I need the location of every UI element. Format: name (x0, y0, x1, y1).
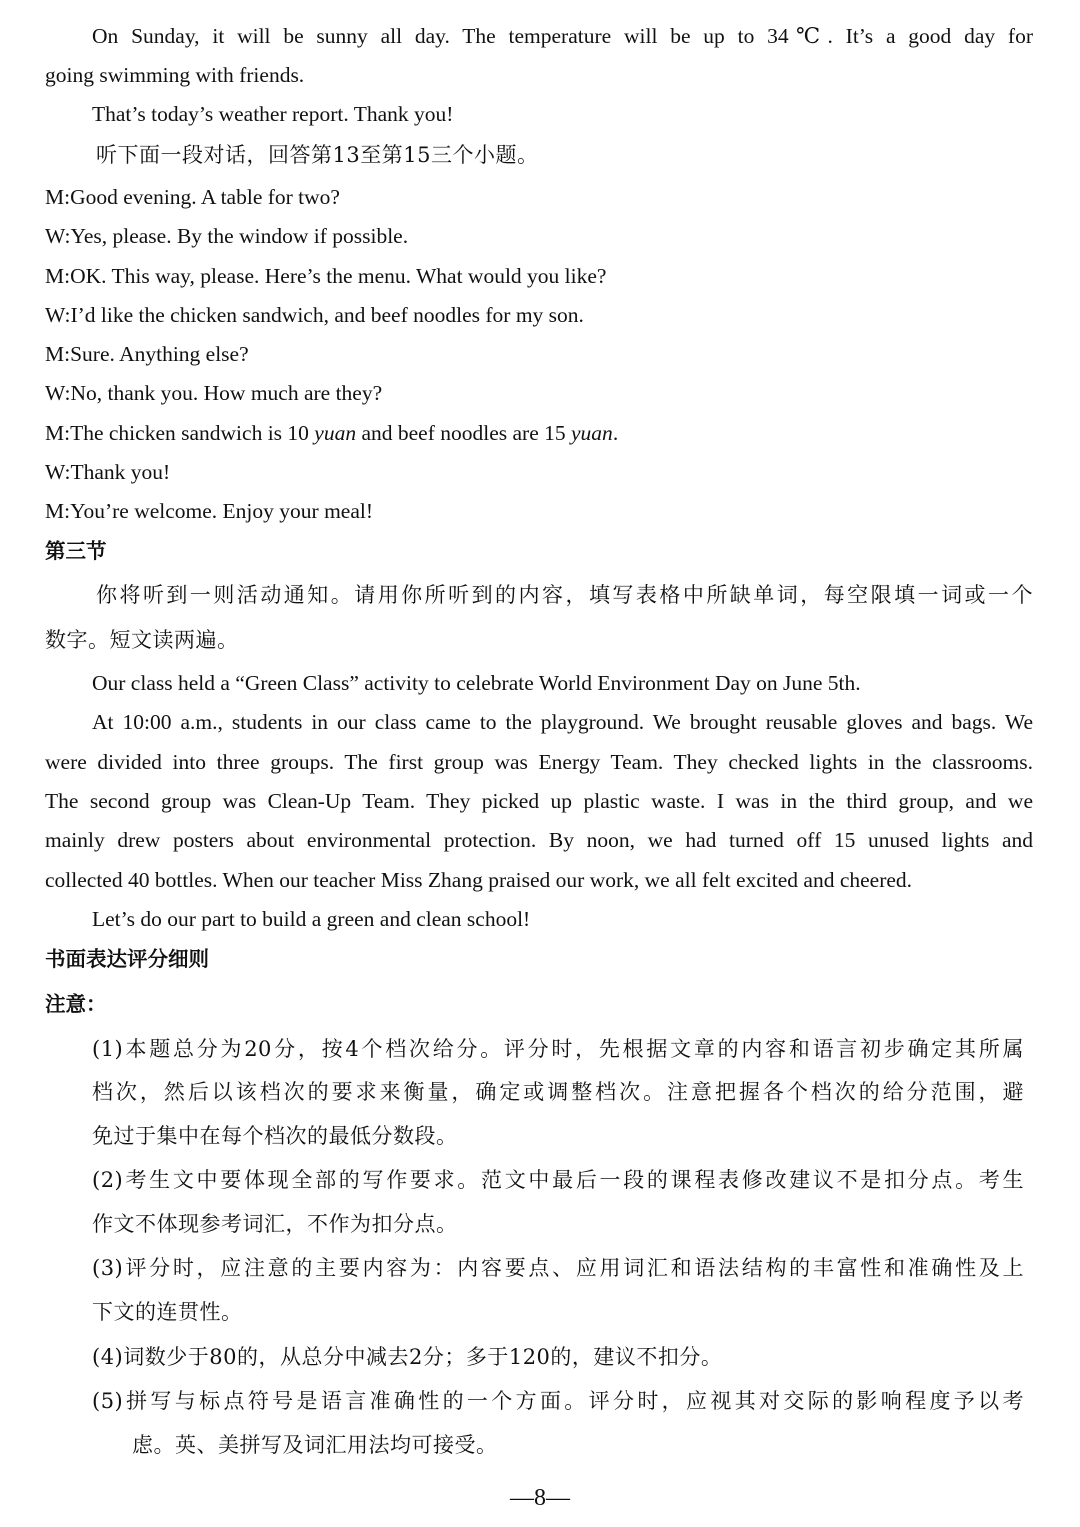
scoring-note-line: (4)词数少于80的，从总分中减去2分；多于120的，建议不扣分。 (92, 1345, 723, 1369)
scoring-note-line: 虑。英、美拼写及词汇用法均可接受。 (132, 1433, 498, 1457)
price-text-2: and beef noodles are 15 (356, 421, 572, 445)
dialogue-line: M:Sure. Anything else? (45, 342, 249, 366)
scoring-note-label: 注意： (45, 992, 107, 1016)
section-3-instruction-2: 数字。短文读两遍。 (45, 628, 239, 652)
dialogue-line: W:Yes, please. By the window if possible. (45, 224, 409, 248)
weather-line-2: going swimming with friends. (45, 63, 305, 87)
dialogue-line: W:I’d like the chicken sandwich, and beef noodles for my son. (45, 303, 584, 327)
dialogue-line: M:OK. This way, please. Here’s the menu. What would you like? (45, 264, 607, 288)
scoring-note-line: (2)考生文中要体现全部的写作要求。范文中最后一段的课程表修改建议不是扣分点。考生 (92, 1168, 1024, 1192)
weather-line-1: On Sunday, it will be sunny all day. The temperature will be up to 34℃. It’s a good day for (92, 24, 1033, 48)
scoring-note-line: (1)本题总分为20分，按4个档次给分。评分时，先根据文章的内容和语言初步确定其所属 (92, 1037, 1024, 1061)
passage-line: The second group was Clean-Up Team. They picked up plastic waste. I was in the third group, and we (45, 789, 1033, 813)
section-3-instruction-1: 你将听到一则活动通知。请用你所听到的内容，填写表格中所缺单词，每空限填一词或一个 (96, 583, 1033, 607)
scoring-heading: 书面表达评分细则 (45, 947, 209, 971)
passage-line: mainly drew posters about environmental protection. By noon, we had turned off 15 unused lights and (45, 828, 1033, 852)
scoring-note-line: 下文的连贯性。 (92, 1300, 243, 1324)
passage-line: At 10:00 a.m., students in our class came to the playground. We brought reusable gloves and bags. We (92, 710, 1033, 734)
price-text-3: . (612, 421, 619, 445)
price-unit-1: yuan (314, 421, 357, 445)
section-3-heading: 第三节 (45, 539, 107, 563)
weather-closing: That’s today’s weather report. Thank you! (92, 102, 454, 126)
page-number: —8— (510, 1485, 570, 1511)
dialogue-price-line (45, 419, 1033, 447)
scoring-note-line: (5)拼写与标点符号是语言准确性的一个方面。评分时，应视其对交际的影响程度予以考 (92, 1389, 1024, 1413)
dialogue-line: M:Good evening. A table for two? (45, 185, 340, 209)
scoring-note-line: 免过于集中在每个档次的最低分数段。 (92, 1124, 458, 1148)
scoring-note-line: 作文不体现参考词汇，不作为扣分点。 (92, 1212, 458, 1236)
scoring-note-line: (3)评分时，应注意的主要内容为：内容要点、应用词汇和语法结构的丰富性和准确性及上 (92, 1256, 1024, 1280)
passage-line: Let’s do our part to build a green and clean school! (92, 907, 531, 931)
scoring-note-line: 档次，然后以该档次的要求来衡量，确定或调整档次。注意把握各个档次的给分范围，避 (92, 1080, 1024, 1104)
price-text-1: M:The chicken sandwich is 10 (45, 421, 315, 445)
passage-line: were divided into three groups. The first group was Energy Team. They checked lights in the classrooms. (45, 750, 1033, 774)
dialogue-line: W:No, thank you. How much are they? (45, 381, 383, 405)
dialogue-line: W:Thank you! (45, 460, 171, 484)
dialogue-instruction: 听下面一段对话，回答第13至第15三个小题。 (96, 143, 539, 167)
price-unit-2: yuan (571, 421, 613, 445)
dialogue-line: M:You’re welcome. Enjoy your meal! (45, 499, 374, 523)
passage-line: collected 40 bottles. When our teacher Miss Zhang praised our work, we all felt excited and cheered. (45, 868, 913, 892)
passage-line: Our class held a “Green Class” activity to celebrate World Environment Day on June 5th. (92, 671, 861, 695)
